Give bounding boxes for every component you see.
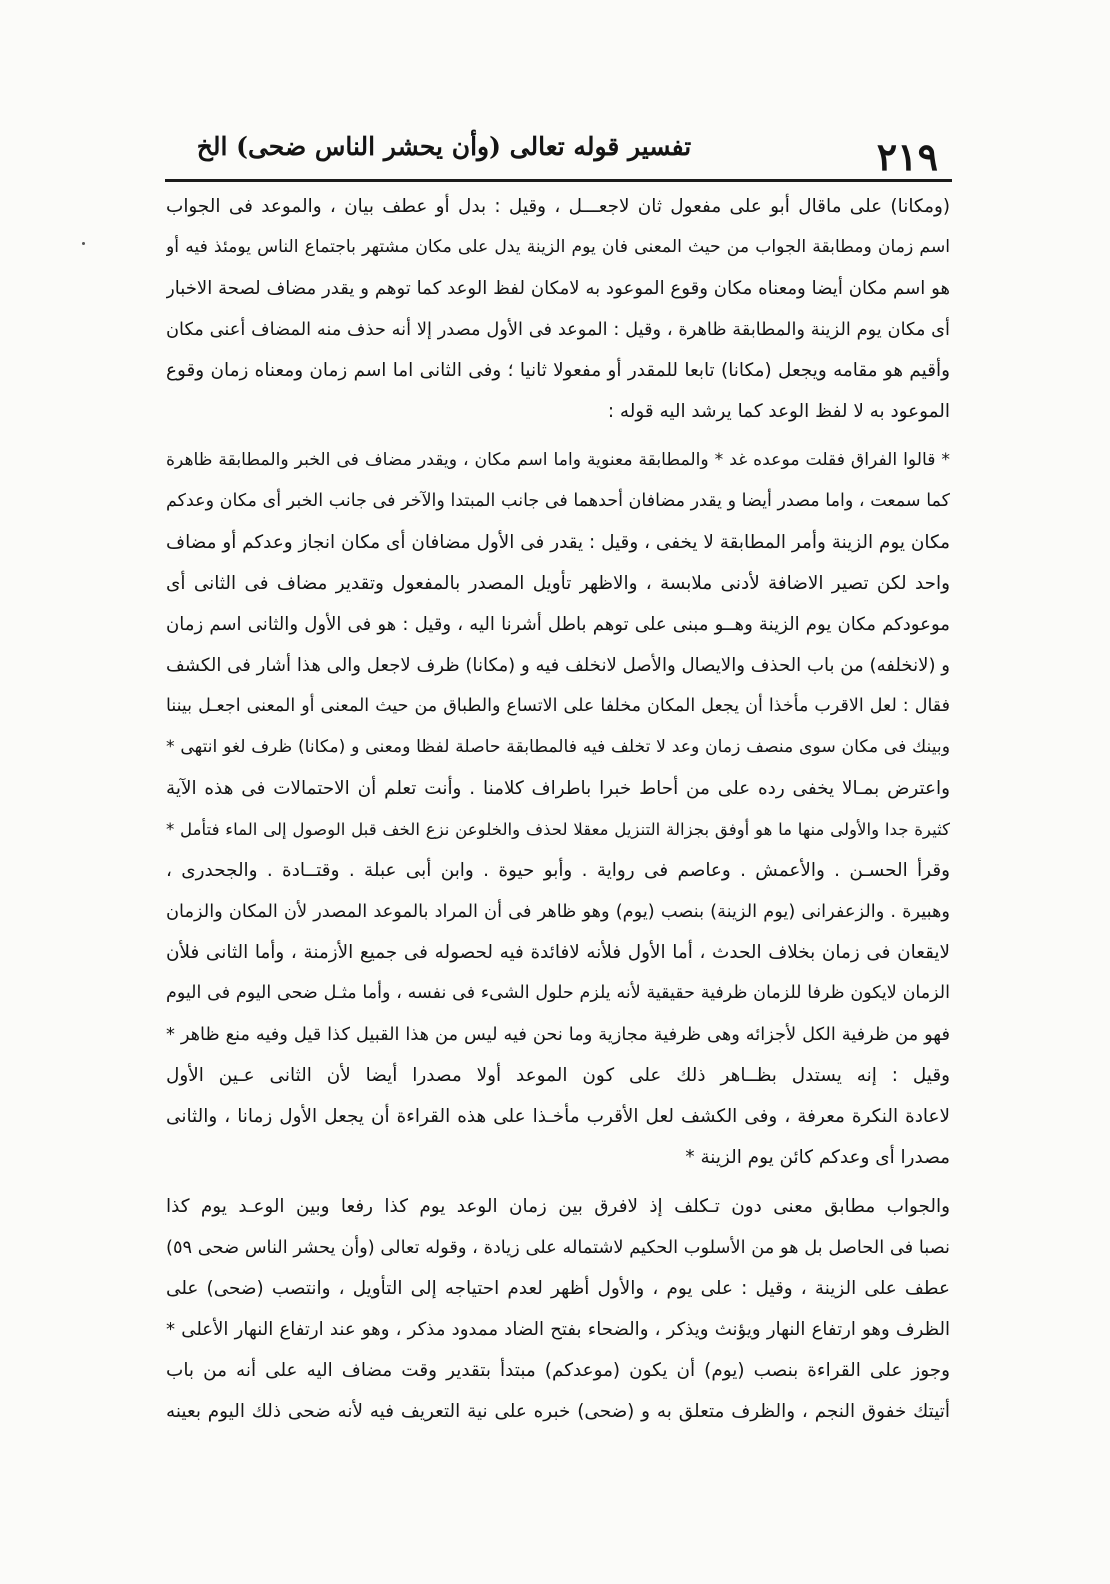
text-line: الظرف وهو ارتفاع النهار ويؤنث ويذكر ، والضحاء بفتح الضاد ممدود مذكر ، وهو عند ارتفاع النهار الأعلى *	[166, 1319, 950, 1340]
text-line: لايقعان فى زمان بخلاف الحدث ، أما الأول فلأنه لافائدة فيه لحصوله فى جميع الأزمنة ، وأما الثانى فلأن	[166, 942, 950, 963]
text-line: والجواب مطابق معنى دون تـكلف إذ لافرق بين زمان الوعد يوم كذا رفعا وبين الوعـد يوم كذا	[166, 1196, 950, 1217]
text-line: كما سمعت ، واما مصدر أيضا و يقدر مضافان أحدهما فى جانب المبتدا والآخر فى جانب الخبر أى مكان وعدكم	[166, 491, 950, 511]
text-line: أى مكان يوم الزينة والمطابقة ظاهرة ، وقيل : الموعد فى الأول مصدر إلا أنه حذف منه المضاف أعنى مكان	[166, 319, 950, 340]
text-line: وبينك فى مكان سوى منصف زمان وعد لا تخلف فيه فالمطابقة حاصلة لفظا ومعنى و (مكانا) ظرف لغو انتهى *	[166, 737, 950, 757]
text-line: فهو من ظرفية الكل لأجزائه وهى ظرفية مجازية وما نحن فيه ليس من هذا القبيل كذا قيل وفيه منع ظاهر *	[166, 1024, 950, 1045]
text-line: أتيتك خفوق النجم ، والظرف متعلق به و (ضحى) خبره على نية التعريف فيه لأنه ضحى ذلك اليوم بعينه	[166, 1401, 950, 1422]
paragraph-gap	[166, 432, 950, 440]
text-line: فقال : لعل الاقرب مأخذا أن يجعل المكان مخلفا على الاتساع والطباق من حيث المعنى أو المعنى اجعـل بيننا	[166, 696, 950, 716]
text-line: وقرأ الحسـن . والأعمش . وعاصم فى رواية . وأبو حيوة . وابن أبى عبلة . وقتــادة . والجحدرى ،	[166, 860, 950, 881]
text-line: مصدرا أى وعدكم كائن يوم الزينة *	[685, 1147, 950, 1168]
text-line: هو اسم مكان أيضا ومعناه مكان وقوع الموعود به لامكان لفظ الوعد كما توهم و يقدر مضاف لصحة الاخبار	[166, 278, 950, 299]
text-line: * قالوا الفراق فقلت موعده غد * والمطابقة معنوية واما اسم مكان ، ويقدر مضاف فى الخبر والمطابقة ظاهرة	[166, 450, 950, 470]
text-line: (ومكانا) على ماقال أبو على مفعول ثان لاجعـــل ، وقيل : بدل أو عطف بيان ، والموعد فى الجواب	[166, 196, 950, 217]
text-line: لاعادة النكرة معرفة ، وفى الكشف لعل الأقرب مأخـذا على هذه القراءة أن يجعل الأول زمانا ، والثانى	[166, 1106, 950, 1127]
scan-speck	[82, 242, 85, 245]
running-title: تفسير قوله تعالى (وأن يحشر الناس ضحى) الخ	[196, 132, 692, 161]
text-line: مكان يوم الزينة وأمر المطابقة لا يخفى ، وقيل : يقدر فى الأول مضافان أى مكان انجاز وعدكم أو مضاف	[166, 532, 950, 553]
text-line: موعودكم مكان يوم الزينة وهــو مبنى على توهم باطل أشرنا اليه ، وقيل : هو فى الأول والثانى اسم زمان	[166, 614, 950, 635]
text-line: اسم زمان ومطابقة الجواب من حيث المعنى فان يوم الزينة يدل على مكان مشتهر باجتماع الناس يومئذ فيه أو	[166, 237, 950, 257]
text-line: وهبيرة . والزعفرانى (يوم الزينة) بنصب (يوم) وهو ظاهر فى أن المراد بالموعد المصدر لأن المكان والزمان	[166, 901, 950, 922]
text-line: الزمان لايكون ظرفا للزمان ظرفية حقيقية لأنه يلزم حلول الشىء فى نفسه ، وأما مثـل ضحى اليوم فى اليوم	[166, 983, 950, 1003]
text-line: واحد لكن تصير الاضافة لأدنى ملابسة ، والاظهر تأويل المصدر بالمفعول وتقدير مضاف فى الثانى أى	[166, 573, 950, 594]
text-line: واعترض بمـالا يخفى رده على من أحاط خبرا باطراف كلامنا . وأنت تعلم أن الاحتمالات فى هذه الآية	[166, 778, 950, 799]
text-line: وجوز على القراءة بنصب (يوم) أن يكون (موعدكم) مبتدأ بتقدير وقت مضاف اليه على أنه من باب	[166, 1360, 950, 1381]
text-line: وأقيم هو مقامه ويجعل (مكانا) تابعا للمقدر أو مفعولا ثانيا ؛ وفى الثانى اما اسم زمان ومعناه زمان وقوع	[166, 360, 950, 381]
text-line: كثيرة جدا والأولى منها ما هو أوفق بجزالة التنزيل معقلا لحذف والخلوعن نزع الخف قبل الوصول إلى الماء فتأمل *	[166, 820, 950, 839]
text-line: وقيل : إنه يستدل بظــاهر ذلك على كون الموعد أولا مصدرا أيضا لأن الثانى عـين الأول	[166, 1065, 950, 1086]
text-line: و (لانخلفه) من باب الحذف والايصال والأصل لانخلف فيه و (مكانا) ظرف لاجعل والى هذا أشار فى الكشف	[166, 655, 950, 676]
paragraph-gap	[166, 1178, 950, 1186]
text-line: عطف على الزينة ، وقيل : على يوم ، والأول أظهر لعدم احتياجه إلى التأويل ، وانتصب (ضحى) على	[166, 1278, 950, 1299]
header-rule	[165, 179, 952, 182]
text-line: الموعود به لا لفظ الوعد كما يرشد اليه قوله :	[607, 401, 950, 422]
page-header	[168, 128, 938, 179]
page-number: ٢١٩	[876, 134, 938, 179]
text-line: نصبا فى الحاصل بل هو من الأسلوب الحكيم لاشتماله على زيادة ، وقوله تعالى (وأن يحشر الناس ضحى ٥٩)	[166, 1237, 950, 1258]
page-body	[166, 186, 950, 1432]
